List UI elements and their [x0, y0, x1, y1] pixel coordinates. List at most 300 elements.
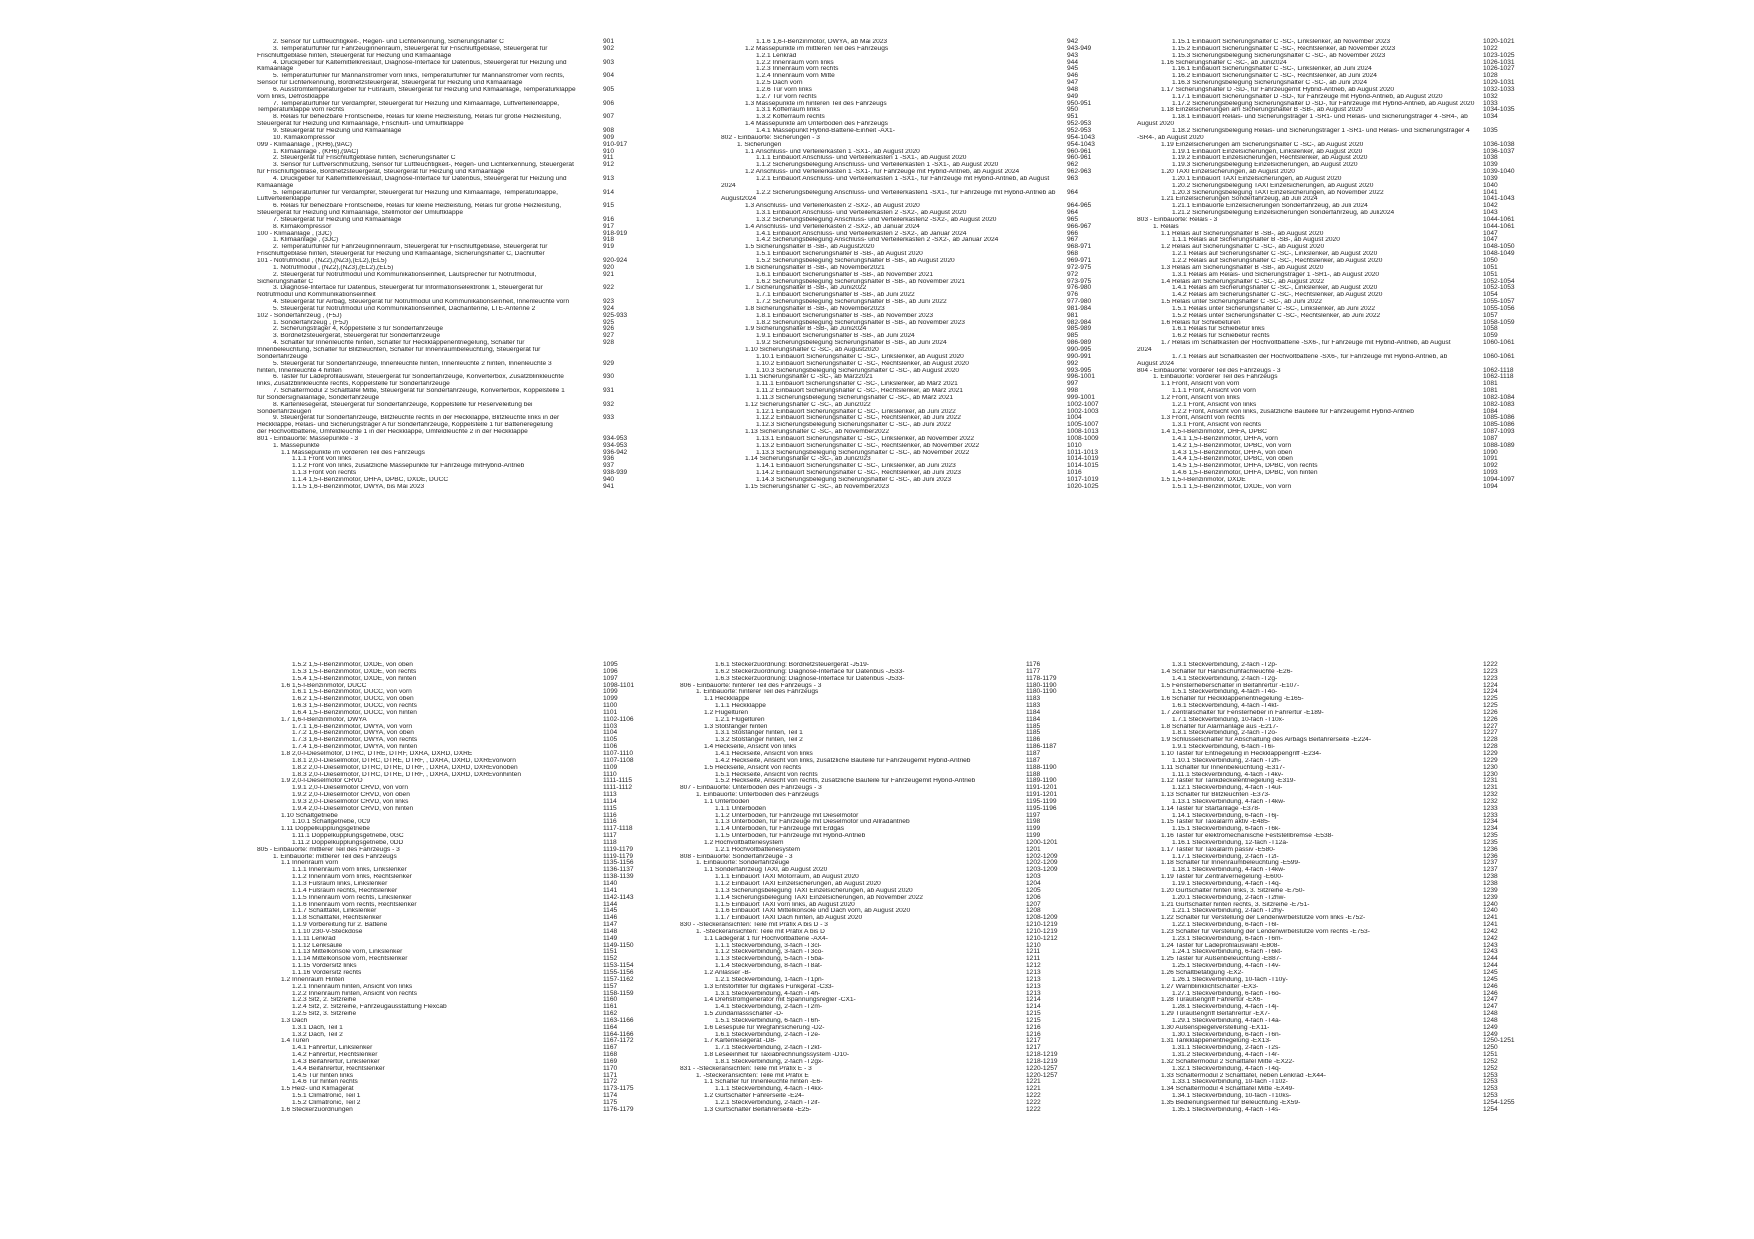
entry-page: 1048-1049 [1483, 250, 1515, 258]
entry-title: 1.3.1 Steckverbindung, 2-fach -T2p- [1172, 662, 1278, 668]
entry-title: 1.11.1 Einbauort Sicherungshalter C -SC-, Linkslenker, ab März 2021 [756, 381, 958, 388]
entry-page: 1050 [1483, 257, 1498, 264]
entry-page: 1197 [1026, 811, 1041, 819]
index-entry [721, 436, 1101, 443]
entry-title: 1.15.1 Steckverbindung, 6-fach -T6k- [1172, 826, 1281, 833]
entry-title: Sonderfahrzeuge [257, 353, 308, 360]
entry-title: 1.4 Massepunkte am Unterboden des Fahrzeugs [745, 121, 888, 128]
index-entry [1137, 388, 1517, 395]
index-entry [1137, 429, 1517, 436]
entry-page: 1026-1027 [1483, 65, 1515, 73]
entry-page: 1032 [1483, 92, 1498, 100]
entry-page: 985-989 [1067, 325, 1092, 333]
index-entry [1137, 265, 1517, 272]
index-entry [1137, 867, 1517, 874]
index-entry [1137, 676, 1517, 683]
entry-title: hinten, Innenleuchte 4 hinten [257, 367, 342, 374]
index-entry [721, 422, 1101, 429]
entry-page: 1230 [1483, 763, 1498, 771]
index-entry [1137, 477, 1517, 484]
index-entry [721, 292, 1101, 299]
index-entry [721, 39, 1101, 46]
index-entry [257, 149, 637, 156]
index-entry [1137, 107, 1517, 114]
entry-title: 1. -Steckeransichten: Teile mit Präfix A bis D [696, 928, 825, 935]
index-entry [680, 874, 1060, 881]
index-entry [257, 724, 637, 731]
entry-title: 1.21.2 Sicherungsbelegung Einzelsicherungen Sonderfahrzeug, ab Juli2024 [1172, 210, 1395, 217]
entry-title: 1.22.1 Steckverbindung, 6-fach -T6l- [1172, 922, 1279, 929]
entry-title: 1.2.1 Hochvoltbatteriesystem [715, 846, 801, 853]
entry-page: 981-984 [1067, 304, 1092, 312]
entry-page: 1062-1118 [1483, 373, 1514, 381]
index-entry [257, 833, 637, 840]
index-entry [257, 224, 637, 231]
entry-title: 1.1 Ladegerät 1 für Hochvoltbatterie -AX4- [704, 935, 828, 942]
entry-title: 808 - Einbauorte: Sonderfahrzeuge - 3 [680, 853, 793, 860]
index-entry [680, 1066, 1060, 1073]
entry-page: 1052-1054 [1483, 277, 1515, 285]
index-entry [1137, 772, 1517, 779]
entry-title: 1.1.7 Schalttafel, Linkslenker [292, 908, 377, 915]
index-entry [721, 114, 1101, 121]
index-entry [721, 80, 1101, 87]
entry-title: 1.16.3 Sicherungsbelegung Sicherungshalter C -SC-, ab Juni 2024 [1172, 80, 1368, 87]
entry-page: 1214 [1026, 996, 1041, 1004]
entry-title: 1.7 1,6-l-Benzinmotor, DWYA [281, 716, 367, 723]
index-entry [1137, 765, 1517, 772]
entry-title: 7. Schaltermodul 2 Schalttafel Mitte, Steuergerät für Sonderfahrzeuge, Konverterbox, Koppelstelle 1 [273, 388, 565, 395]
entry-page: 1088-1089 [1483, 441, 1515, 449]
entry-page: 1102-1106 [603, 715, 634, 723]
entry-title: 1.4.4 1,5-l-Benzinmotor, DPBC, von oben [1172, 456, 1293, 463]
entry-page: 963 [1067, 174, 1079, 182]
entry-page: 912 [603, 161, 615, 169]
index-entry [721, 46, 1101, 53]
entry-page: 1044-1061 [1483, 215, 1515, 223]
entry-page: 985 [1067, 332, 1079, 340]
index-entry [1137, 231, 1517, 238]
entry-page: 1241 [1483, 921, 1498, 929]
index-entry [257, 340, 637, 347]
entry-page: 1187 [1026, 756, 1041, 764]
entry-title: 1.12.3 Sicherungsbelegung Sicherungshalter C -SC-, ab Juni 2022 [756, 422, 952, 429]
entry-page: 1246 [1483, 989, 1498, 997]
entry-page: 919 [603, 243, 615, 251]
entry-title: 1.14.1 Einbauort Sicherungshalter C -SC-, Linkslenker, ab Juni 2023 [756, 463, 956, 470]
entry-title: 1.2 Flügeltüren [704, 709, 748, 716]
index-entry [1137, 361, 1517, 368]
index-entry [257, 361, 637, 368]
index-entry [257, 902, 637, 909]
entry-title: 1.2.4 Sitz, 2. Sitzreihe, Fahrzeugausstattung Flexcab [292, 1004, 447, 1011]
index-entry [1137, 717, 1517, 724]
entry-page: 1048-1050 [1483, 243, 1515, 251]
index-entry [680, 936, 1060, 943]
index-entry [257, 155, 637, 162]
entry-page: 952-953 [1067, 120, 1092, 128]
index-entry [257, 908, 637, 915]
index-entry [257, 785, 637, 792]
entry-title: 1.5.1 1,5-l-Benzinmotor, DXDE, von vorn [1172, 483, 1292, 490]
entry-page: 952-953 [1067, 126, 1092, 134]
entry-title: 1.25 Taster für Außenbeleuchtung -E887- [1161, 956, 1282, 963]
index-entry [680, 854, 1060, 861]
entry-page: 998 [1067, 387, 1079, 395]
entry-title: 1.7.1 Einbauort Sicherungshalter B -SB-, ab Juni 2022 [756, 292, 915, 299]
index-entry [257, 183, 637, 190]
entry-page: 1155-1156 [603, 968, 634, 976]
index-entry [257, 306, 637, 313]
entry-title: 1.8.2 2,0-l-Dieselmotor, DTRC, DTRE, DTRF, , DXRA, DXRD, DXREvonoben [292, 764, 518, 771]
entry-page: 1008-1009 [1067, 434, 1099, 442]
index-entry [1137, 1038, 1517, 1045]
index-entry [1137, 683, 1517, 690]
entry-title: 1.1 Schalter für Innenleuchte hinten -E6- [704, 1079, 823, 1086]
entry-title: 1.29 Türaußengriff Beifahrertür -EX7- [1161, 1011, 1270, 1018]
entry-title: 1.12 Taster für Tankdeckelentriegelung -E319- [1161, 778, 1296, 785]
entry-title: 1.7.1 1,6-l-Benzinmotor, DWYA, von vorn [292, 723, 413, 730]
index-entry [680, 915, 1060, 922]
entry-title: 1.33 Schaltermodul 2 Schalttafel, neben Lenkrad -EX44- [1161, 1072, 1326, 1079]
index-entry [257, 888, 637, 895]
entry-page: 1161 [603, 1003, 618, 1011]
entry-title: August2024 [721, 196, 757, 203]
index-entry [680, 1100, 1060, 1107]
entry-title: 1.19.1 Einbauort Einzelsicherungen, Linkslenker, ab August 2020 [1172, 148, 1363, 155]
entry-title: 1.13 Sicherungshalter C -SC-, ab November2022 [745, 429, 890, 436]
index-entry [1137, 395, 1517, 402]
entry-title: 102 - Sonderfahrzeug , (F5J) [257, 312, 342, 319]
entry-page: 1189-1190 [1026, 777, 1057, 785]
index-entry [257, 669, 637, 676]
index-entry [257, 1100, 637, 1107]
index-entry [1137, 936, 1517, 943]
entry-page: 1237 [1483, 859, 1498, 867]
entry-page: 1107-1108 [603, 756, 634, 764]
entry-title: 1.26 Schaltbetätigung -EX2- [1161, 969, 1244, 976]
entry-title: 9. Steuergerät für Heizung und Klimaanlage [273, 127, 402, 134]
entry-page: 1163-1166 [603, 1016, 634, 1024]
index-entry [680, 847, 1060, 854]
entry-page: 1151 [603, 948, 618, 956]
entry-page: 1170 [603, 1064, 618, 1072]
entry-title: 1.7.2 1,6-l-Benzinmotor, DWYA, von oben [292, 730, 414, 737]
entry-page: 928 [603, 339, 615, 347]
entry-title: 1.1.6 1,6-l-Benzinmotor, DWYA, ab Mai 2023 [756, 39, 888, 45]
entry-title: 1.6.1 Einbauort Sicherungshalter B -SB-, ab November 2021 [756, 271, 934, 278]
entry-title: 1.4.5 1,5-l-Benzinmotor, DHFA, DPBC, von rechts [1172, 463, 1318, 470]
entry-title: 1.1.4 Fußraum rechts, Rechtslenker [292, 887, 398, 894]
entry-title: 1.4.2 Relais am Sicherungshalter C -SC-, Rechtslenker, ab August 2020 [1172, 292, 1383, 299]
entry-title: 1.2.3 Innenraum vorn rechts [756, 66, 839, 73]
entry-title: 4. Steuergerät für Airbag, Steuergerät für Notrufmodul und Kommunikationseinheit, Innenleuchte vorn [273, 299, 570, 306]
entry-page: 1117 [603, 832, 617, 840]
index-entry [257, 1073, 637, 1080]
entry-title: 1.7 Kartenlesegerät -D8- [704, 1038, 777, 1045]
entry-title: 1.19.3 Sicherungsbelegung Einzelsicherungen, ab August 2020 [1172, 162, 1358, 169]
index-entry [257, 881, 637, 888]
index-entry [721, 203, 1101, 210]
index-entry [1137, 963, 1517, 970]
index-entry [257, 326, 637, 333]
entry-page: 1217 [1026, 1037, 1041, 1045]
entry-title: 1.1.1 Unterboden [715, 805, 766, 812]
entry-title: 1.2.2 Sicherungsbelegung Anschluss- und Verteilerkasten1 -SX1-, für Fahrzeuge mit Hybrid-Antrieb ab [756, 189, 1056, 196]
entry-title: 1.2 Hochvoltbatteriesystem [704, 839, 784, 846]
entry-page: 1253 [1483, 1085, 1498, 1093]
index-entry [721, 155, 1101, 162]
entry-page: 917 [603, 222, 615, 230]
entry-title: 1.2 Anlasser -B- [704, 969, 751, 976]
entry-page: 1177 [1026, 667, 1041, 675]
entry-title: 1.4.6 Tür hinten rechts [292, 1079, 358, 1086]
index-entry [257, 436, 637, 443]
entry-title: 1.8.2 Sicherungsbelegung Sicherungshalter B -SB-, ab November 2023 [756, 319, 965, 326]
entry-page: 1085-1086 [1483, 414, 1515, 422]
index-entry [721, 429, 1101, 436]
entry-title: 1.14.3 Sicherungsbelegung Sicherungshalter C -SC-, ab Juni 2023 [756, 477, 952, 483]
entry-page: 1113 [603, 791, 617, 799]
entry-title: 1.3.1 Kofferraum links [756, 107, 821, 114]
entry-page: 1011-1013 [1067, 448, 1099, 456]
entry-page: 1247 [1483, 996, 1498, 1004]
entry-page: 1042 [1483, 202, 1498, 210]
index-entry [1137, 402, 1517, 409]
entry-title: 1.2.1 Einbauort Anschluss- und Verteilerkasten 1 -SX1-, für Fahrzeuge mit Hybrid-Antrieb, ab August [756, 175, 1050, 182]
entry-page: 1218-1219 [1026, 1051, 1058, 1059]
entry-title: 1.4.1 1,5-l-Benzinmotor, DHFA, vorn [1172, 435, 1278, 442]
index-entry [680, 997, 1060, 1004]
entry-title: 1.5.1 Heckseite, Ansicht von rechts [715, 771, 818, 778]
entry-title: 1.6.1 Relais für Schiebetür links [1172, 326, 1265, 333]
entry-page: 997 [1067, 380, 1079, 388]
index-entry [1137, 806, 1517, 813]
index-entry [1137, 703, 1517, 710]
index-entry [721, 450, 1101, 457]
entry-page: 1036-1037 [1483, 147, 1515, 155]
index-entry [257, 662, 637, 669]
entry-page: 1228 [1483, 743, 1498, 751]
entry-page: 1094-1097 [1483, 476, 1515, 483]
index-entry [257, 162, 637, 169]
entry-page: 1202-1209 [1026, 852, 1058, 860]
entry-page: 986-989 [1067, 339, 1092, 347]
entry-title: 1. Relais [1153, 223, 1179, 230]
entry-title: 1.1.7 Einbauort TAXI Dach hinten, ab August 2020 [715, 915, 863, 922]
entry-title: 1.27.1 Steckverbindung, 6-fach -T6o- [1172, 990, 1281, 997]
entry-title: 1.1.13 Mittelkonsole vorn, Linkslenker [292, 949, 403, 956]
index-entry [680, 724, 1060, 731]
index-entry [1137, 1025, 1517, 1032]
entry-title: 1.1.1 Front von links [292, 456, 352, 463]
index-column-1 [257, 39, 637, 491]
index-entry [680, 662, 1060, 669]
entry-page: 1082-1084 [1483, 393, 1515, 401]
entry-title: 1.1 Massepunkte im vorderen Teil des Fahrzeugs [281, 449, 425, 456]
entry-page: 1247 [1483, 1003, 1498, 1011]
entry-page: 910-917 [603, 140, 628, 148]
entry-title: 1.18 Einzelsicherungen am Sicherungshalter B -SB-, ab August 2020 [1161, 107, 1363, 114]
entry-title: 1.1 Unterboden [704, 798, 750, 805]
index-entry [257, 1011, 637, 1018]
index-entry [721, 196, 1101, 203]
entry-title: 1.19.1 Steckverbindung, 4-fach -T4q- [1172, 881, 1281, 887]
entry-page: 1213 [1026, 975, 1041, 983]
entry-page: 1100 [603, 702, 618, 710]
entry-title: 1.8.3 2,0-l-Dieselmotor, DTRC, DTRE, DTRF, , DXRA, DXRD, DXREvonhinten [292, 771, 522, 778]
entry-page: 1023-1025 [1483, 51, 1515, 59]
entry-title: 1.18 Schalter für Innenraumbeleuchtung -E599- [1161, 860, 1301, 867]
entry-title: 1.1.10 230-V-Steckdose [292, 928, 363, 935]
index-entry [680, 1011, 1060, 1018]
entry-page: 1032-1033 [1483, 85, 1515, 93]
index-entry [257, 1107, 637, 1114]
index-entry [257, 39, 637, 46]
entry-page: 1248 [1483, 1016, 1498, 1024]
index-entry [721, 313, 1101, 320]
entry-page: 1041 [1483, 188, 1498, 196]
entry-title: 1.5 Sicherungshalter B -SB-, ab August2020 [745, 244, 875, 251]
entry-page: 906 [603, 99, 615, 107]
entry-title: 6. Ausströmtemperaturgeber für Fußraum, Steuergerät für Heizung und Klimaanlage, Temperaturklappe [273, 86, 576, 93]
index-entry [680, 929, 1060, 936]
entry-page: 1242 [1483, 934, 1498, 942]
entry-title: 1.35 Bedienungseinheit für Beleuchtung -EX59- [1161, 1100, 1301, 1106]
entry-page: 1099 [603, 688, 618, 696]
index-entry [257, 217, 637, 224]
index-entry [721, 169, 1101, 176]
entry-page: 1092 [1483, 462, 1498, 470]
entry-page: 1224 [1483, 688, 1498, 696]
entry-title: 1.1.2 Steckverbindung, 3-fach -T3co- [715, 949, 824, 956]
entry-title: 1.24 Taster für Ladeprofilauswahl -E808- [1161, 942, 1280, 949]
entry-page: 1082-1083 [1483, 400, 1515, 408]
entry-page: 1227 [1483, 729, 1498, 737]
entry-page: 969-971 [1067, 257, 1092, 264]
index-entry [257, 703, 637, 710]
entry-title: 1.11.2 Doppelkupplungsgetriebe, 0DD [292, 839, 404, 846]
entry-page: 1175 [603, 1099, 618, 1106]
entry-title: 1. Einbauorte: Unterboden des Fahrzeugs [696, 792, 819, 799]
entry-page: 954-1043 [1067, 140, 1095, 148]
index-entry [721, 443, 1101, 450]
index-entry [257, 1079, 637, 1086]
index-entry [257, 320, 637, 327]
entry-title: 1.2.2 Innenraum vorn links [756, 59, 834, 66]
index-entry [721, 340, 1101, 347]
index-entry [1137, 785, 1517, 792]
entry-page: 916 [603, 215, 615, 223]
entry-title: 1.13.1 Einbauort Sicherungshalter C -SC-, Linkslenker, ab November 2022 [756, 435, 975, 442]
index-entry [680, 744, 1060, 751]
entry-title: 1.21 Einzelsicherungen Sonderfahrzeug, ab Juli 2024 [1161, 196, 1318, 203]
entry-page: 1152 [603, 955, 618, 963]
entry-page: 1172 [603, 1078, 618, 1086]
entry-title: Sensor für Lichterkennung, Bordnetzsteuergerät, Steuergerät für Heizung und Klimaanlage [257, 80, 523, 87]
index-entry [257, 53, 637, 60]
entry-page: 1010 [1067, 441, 1082, 449]
index-entry [257, 943, 637, 950]
entry-page: 1244 [1483, 955, 1498, 963]
index-entry [1137, 176, 1517, 183]
entry-page: 1234 [1483, 818, 1498, 826]
entry-title: 1.1.4 Unterboden, für Fahrzeuge mit Erdgas [715, 826, 845, 833]
index-entry [257, 456, 637, 463]
entry-page: 1225 [1483, 695, 1498, 703]
index-entry [1137, 758, 1517, 765]
entry-title: 1.9.1 Steckverbindung, 6-fach -T6i- [1172, 744, 1275, 751]
index-entry [257, 860, 637, 867]
entry-title: links, Zusatzblinkleuchte rechts, Koppelstelle für Sonderfahrzeuge [257, 381, 450, 388]
index-entry [1137, 977, 1517, 984]
entry-title: 1.4 1,5-l-Benzinmotor, DHFA, DPBC [1161, 429, 1267, 436]
entry-page: 1254-1255 [1483, 1099, 1515, 1106]
index-entry [680, 1025, 1060, 1032]
entry-page: 1245 [1483, 975, 1498, 983]
entry-page: 918 [603, 236, 615, 244]
entry-page: 1235 [1483, 838, 1498, 846]
index-entry [257, 395, 637, 402]
index-entry [721, 299, 1101, 306]
entry-title: 1.23.1 Steckverbindung, 6-fach -T6m- [1172, 935, 1283, 942]
entry-title: 1.9.1 2,0-l-Dieselmotor CRVD, von vorn [292, 785, 409, 792]
entry-title: 1.3 Anschluss- und Verteilerkasten 2 -SX2-, ab August 2020 [745, 203, 920, 210]
entry-title: 1.3 Relais am Sicherungshalter B -SB-, ab August 2020 [1161, 264, 1324, 271]
index-entry [680, 765, 1060, 772]
entry-title: 1.10.1 Schaltgetriebe, 0C9 [292, 819, 371, 826]
entry-page: 1212 [1026, 962, 1041, 970]
index-entry [680, 895, 1060, 902]
entry-page: 1135-1156 [603, 859, 634, 867]
entry-title: 1.7.4 1,6-l-Benzinmotor, DWYA, von hinten [292, 744, 418, 751]
entry-title: 831 - -Steckeransichten: Teile mit Präfix E - 3 [680, 1065, 812, 1072]
entry-page: 1222 [1026, 1092, 1041, 1100]
index-entry [257, 991, 637, 998]
entry-title: 1.2.4 Innenraum vorn Mitte [756, 73, 835, 80]
entry-title: 1.4.1 Massepunkt Hybrid-Batterie-Einheit -AX1- [756, 127, 895, 134]
entry-title: 1. Massepunkte [273, 442, 320, 449]
index-entry [1137, 860, 1517, 867]
index-entry [257, 854, 637, 861]
entry-page: 962 [1067, 161, 1079, 169]
entry-page: 1237 [1483, 866, 1498, 874]
entry-page: 1016 [1067, 469, 1082, 477]
index-entry [1137, 326, 1517, 333]
index-entry [257, 1004, 637, 1011]
entry-title: 1.4.2 Sicherungsbelegung Anschluss- und Verteilerkasten 2 -SX2-, ab Januar 2024 [756, 237, 999, 244]
entry-page: 908 [603, 126, 615, 134]
entry-title: 1.30.1 Steckverbindung, 6-fach -T6n- [1172, 1031, 1281, 1038]
entry-page: 904 [603, 72, 615, 80]
entry-page: 924 [603, 304, 615, 312]
entry-page: 1235 [1483, 832, 1498, 840]
entry-title: Heckklappe, Relais- und Sicherungsträger A für Sonderfahrzeuge, Koppelstelle 1 für Batterieregelung [257, 422, 553, 429]
entry-page: 1028 [1483, 72, 1498, 80]
entry-page: 1149 [603, 934, 618, 942]
entry-page: 936-942 [603, 448, 628, 456]
entry-title: 1.12.2 Einbauort Sicherungshalter C -SC-, Rechtslenker, ab Juni 2022 [756, 415, 961, 422]
index-entry [257, 717, 637, 724]
entry-title: 1.4.1 Heckseite, Ansicht von links [715, 750, 813, 757]
entry-page: 990-995 [1067, 345, 1092, 353]
entry-title: 1.4.1 Fahrertür, Linkslenker [292, 1045, 373, 1052]
index-entry [1137, 922, 1517, 929]
index-entry [1137, 320, 1517, 327]
entry-title: 1.2.5 Dach vorn [756, 80, 803, 87]
index-entry [1137, 1052, 1517, 1059]
entry-title: 1.6 Lesespule für Wegfahrsicherung -D2- [704, 1024, 825, 1031]
